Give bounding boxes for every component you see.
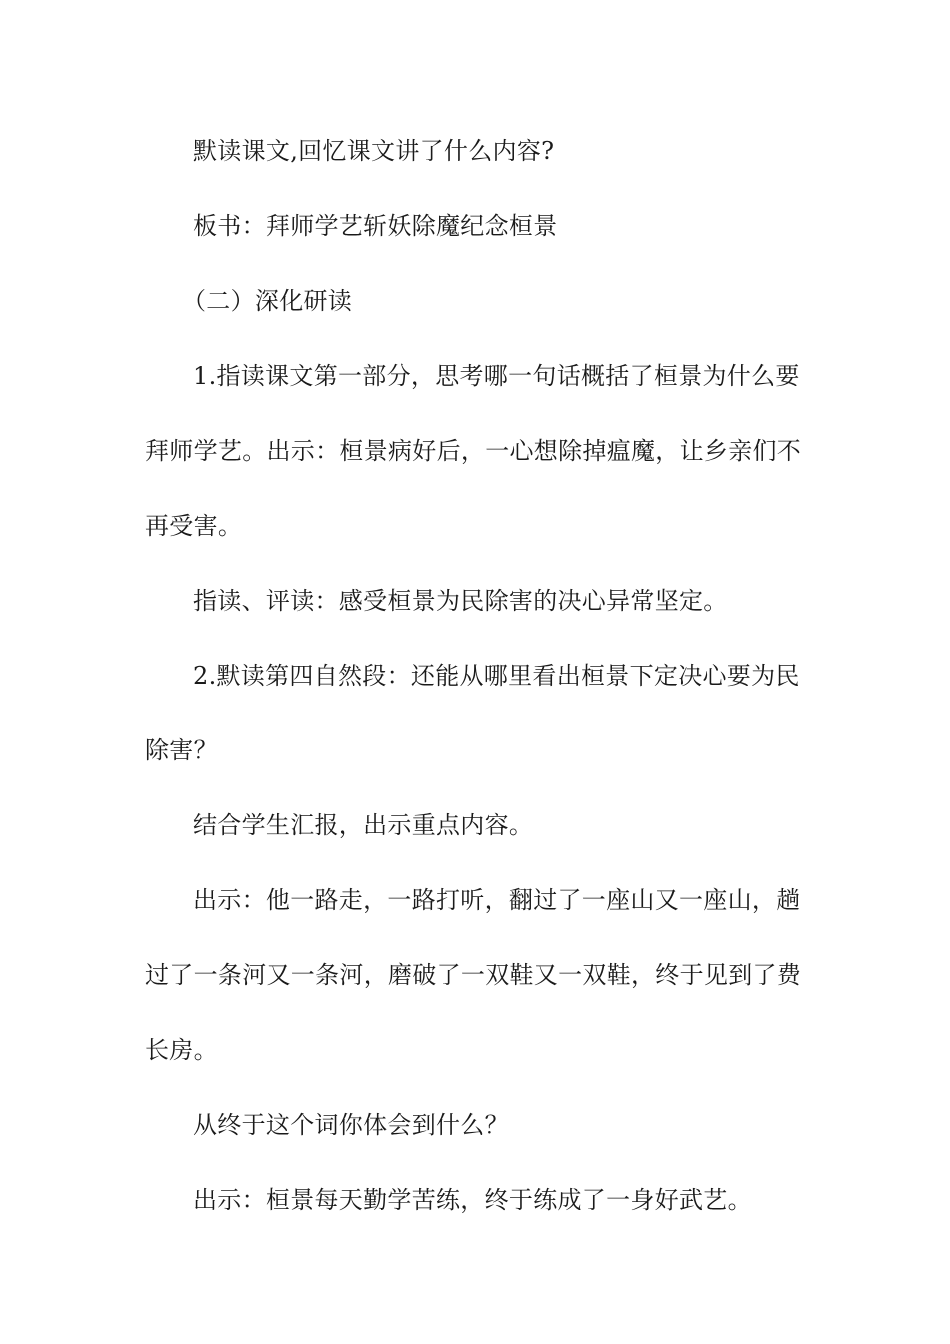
paragraph-excerpt-1-line-2: 过了一条河又一条河，磨破了一双鞋又一双鞋，终于见到了费 [145,961,802,989]
paragraph-excerpt-1-line-1: 出示：他一路走，一路打听，翻过了一座山又一座山，趟 [193,886,801,914]
paragraph-item-1-line-3: 再受害。 [145,512,243,540]
paragraph-item-1-line-1: 1.指读课文第一部分，思考哪一句话概括了桓景为什么要 [193,362,800,390]
section-heading-deep-reading: （二）深化研读 [182,287,353,315]
paragraph-question: 从终于这个词你体会到什么？ [193,1111,509,1139]
paragraph-guided-reading: 指读、评读：感受桓景为民除害的决心异常坚定。 [193,587,728,615]
paragraph-silent-reading: 默读课文,回忆课文讲了什么内容? [193,137,555,165]
paragraph-excerpt-2: 出示：桓景每天勤学苦练，终于练成了一身好武艺。 [193,1186,752,1214]
paragraph-item-1-line-2: 拜师学艺。出示：桓景病好后，一心想除掉瘟魔，让乡亲们不 [145,437,802,465]
paragraph-blackboard-notes: 板书：拜师学艺斩妖除魔纪念桓景 [193,212,558,240]
paragraph-excerpt-1-line-3: 长房。 [145,1036,218,1064]
paragraph-item-2-line-2: 除害？ [145,736,218,764]
paragraph-student-report: 结合学生汇报，出示重点内容。 [193,811,534,839]
paragraph-item-2-line-1: 2.默读第四自然段：还能从哪里看出桓景下定决心要为民 [193,662,800,690]
